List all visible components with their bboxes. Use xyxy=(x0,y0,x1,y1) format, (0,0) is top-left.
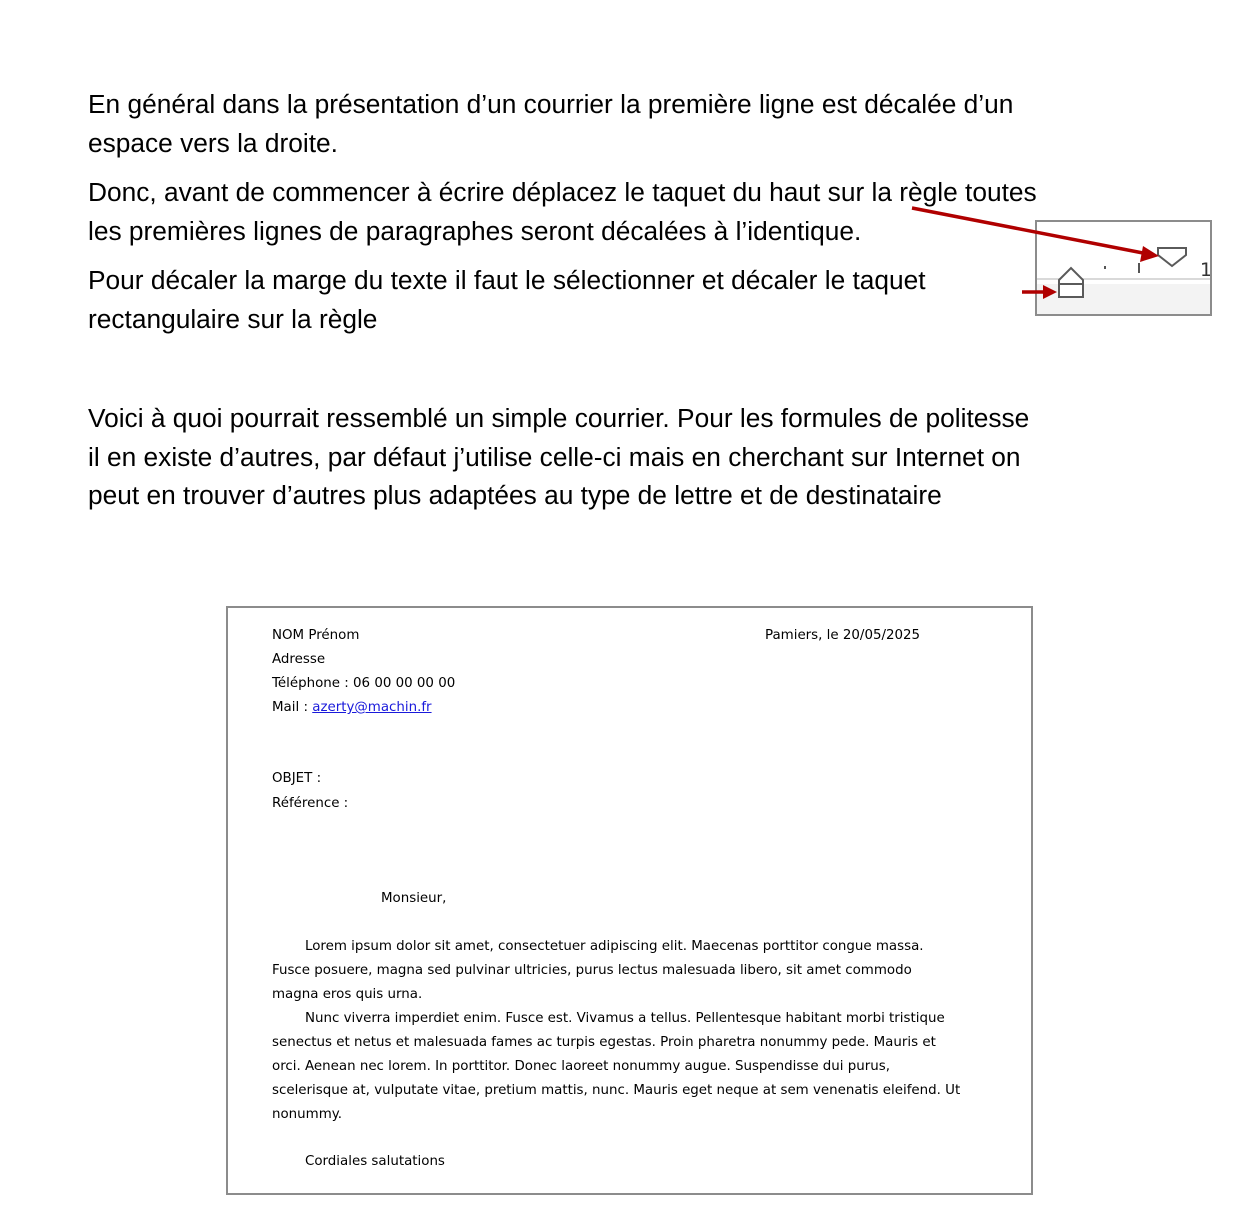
paragraph-line: En général dans la présentation d’un courrier la première ligne est décalée d’un xyxy=(88,89,1014,119)
ruler-tick-label: 1 xyxy=(1200,259,1213,281)
first-line-indent-paragraph xyxy=(88,173,1037,250)
ruler-drawing xyxy=(1037,222,1212,316)
body-line: Lorem ipsum dolor sit amet, consectetuer adipiscing elit. Maecenas porttitor congue massa. xyxy=(305,939,924,954)
object-label: OBJET : xyxy=(272,771,322,786)
mail-label: Mail : xyxy=(272,700,313,715)
ruler-image xyxy=(1035,220,1212,316)
body-line: scelerisque at, vulputate vitae, pretium mattis, nunc. Mauris eget neque at sem venenatis eleifend. Ut xyxy=(272,1083,961,1098)
sender-name: NOM Prénom xyxy=(272,628,360,643)
body-line: orci. Aenean nec lorem. In porttitor. Donec laoreet nonummy augue. Suspendisse dui purus, xyxy=(272,1059,890,1074)
sample-letter-intro-paragraph xyxy=(88,399,1029,515)
sender-address: Adresse xyxy=(272,652,326,667)
body-line: magna eros quis urna. xyxy=(272,987,423,1002)
paragraph-line: Pour décaler la marge du texte il faut le sélectionner et décaler le taquet xyxy=(88,265,926,295)
paragraph-line: Donc, avant de commencer à écrire déplacez le taquet du haut sur la règle toutes xyxy=(88,177,1037,207)
closing: Cordiales salutations xyxy=(305,1154,445,1169)
salutation: Monsieur, xyxy=(381,891,447,906)
paragraph-line: Voici à quoi pourrait ressemblé un simple courrier. Pour les formules de politesse xyxy=(88,403,1030,433)
place-date: Pamiers, le 20/05/2025 xyxy=(765,628,921,643)
paragraph-line: il en existe d’autres, par défaut j’utilise celle-ci mais en cherchant sur Internet on xyxy=(88,441,1021,472)
left-margin-paragraph xyxy=(88,261,926,338)
body-line: Nunc viverra imperdiet enim. Fusce est. Vivamus a tellus. Pellentesque habitant morbi tristique xyxy=(305,1011,945,1026)
body-line: Fusce posuere, magna sed pulvinar ultricies, purus lectus malesuada libero, sit amet commodo xyxy=(272,963,912,978)
body-line: nonummy. xyxy=(272,1107,343,1122)
ruler-tick xyxy=(1138,263,1140,273)
sample-letter xyxy=(226,606,1033,1195)
reference-label: Référence : xyxy=(272,796,349,811)
paragraph-line: espace vers la droite. xyxy=(88,127,338,158)
body-line: senectus et netus et malesuada fames ac turpis egestas. Proin pharetra nonummy pede. Mauris et xyxy=(272,1035,936,1050)
paragraph-line: les premières lignes de paragraphes seront décalées à l’identique. xyxy=(88,215,862,246)
sender-phone: Téléphone : 06 00 00 00 00 xyxy=(272,676,456,691)
paragraph-line: rectangulaire sur la règle xyxy=(88,303,378,334)
ruler-tick xyxy=(1104,266,1106,269)
mail-link[interactable]: azerty@machin.fr xyxy=(312,700,432,715)
intro-paragraph xyxy=(88,85,1013,162)
sender-mail xyxy=(272,696,432,720)
paragraph-line: peut en trouver d’autres plus adaptées au type de lettre et de destinataire xyxy=(88,480,942,510)
